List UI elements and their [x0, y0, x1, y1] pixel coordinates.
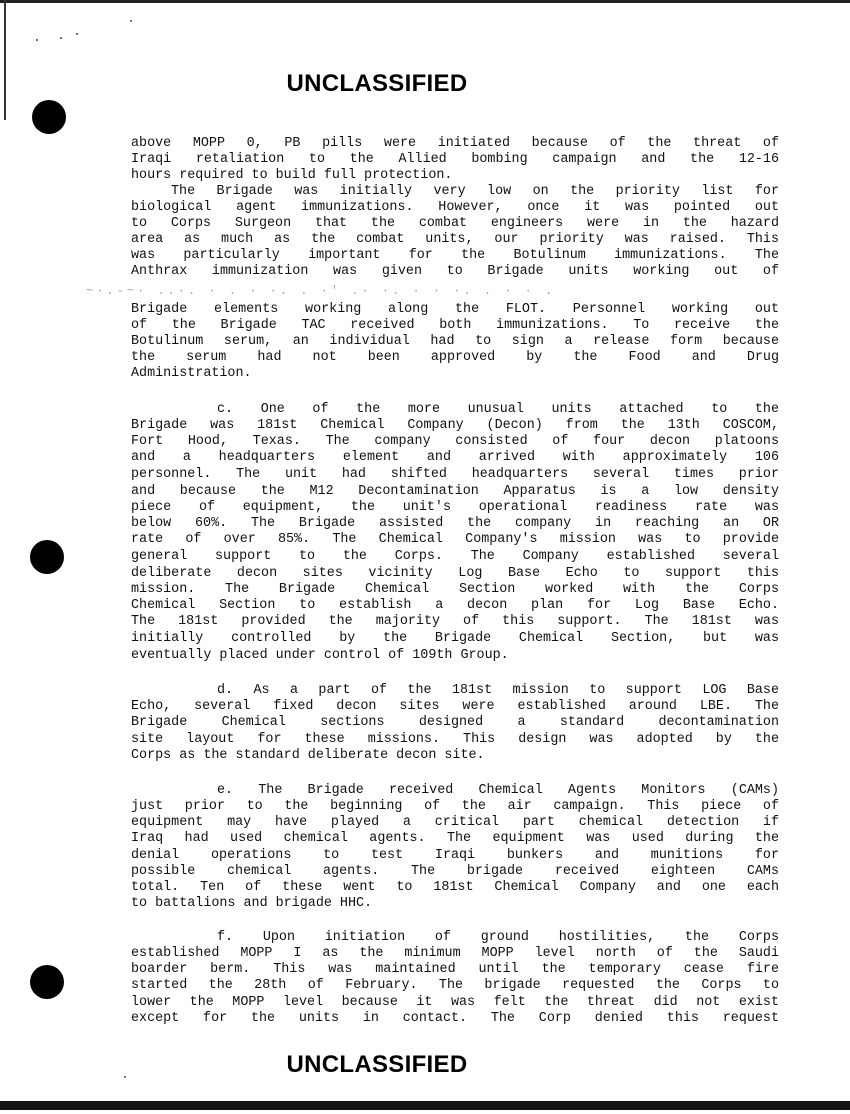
- scan-edge-bottom: [0, 1101, 850, 1110]
- text-line: Corps as the standard deliberate decon site.: [131, 748, 485, 763]
- text-line: d. As a part of the 181st mission to support LOG Base: [217, 683, 779, 698]
- scan-speck: [60, 37, 62, 39]
- text-line: hours required to build full protection.: [131, 168, 453, 183]
- scan-speck: [130, 20, 132, 22]
- text-line: eventually placed under control of 109th Group.: [131, 648, 509, 663]
- text-line: site layout for these missions. This design was adopted by the: [131, 732, 779, 747]
- text-line: of the Brigade TAC received both immunizations. To receive the: [131, 318, 779, 333]
- scan-edge-left: [4, 0, 6, 120]
- text-line: Brigade Chemical sections designed a standard decontamination: [131, 715, 779, 730]
- header-classification-marking: UNCLASSIFIED: [286, 70, 468, 97]
- text-line: was particularly important for the Botulinum immunizations. The: [131, 248, 779, 263]
- scan-speck: [76, 33, 78, 35]
- text-line: piece of equipment, the unit's operational readiness rate was: [131, 500, 779, 515]
- text-line: Administration.: [131, 366, 252, 381]
- text-line: Echo, several fixed decon sites were established around LBE. The: [131, 699, 779, 714]
- text-line: Brigade elements working along the FLOT. Personnel working out: [131, 302, 779, 317]
- text-line: Iraqi retaliation to the Allied bombing campaign and the 12-16: [131, 152, 779, 167]
- punch-hole-bottom: [30, 965, 64, 999]
- text-line: and a headquarters element and arrived with approximately 106: [131, 450, 779, 465]
- text-line: area as much as the combat units, our priority was raised. This: [131, 232, 779, 247]
- text-line: started the 28th of February. The brigade requested the Corps to: [131, 978, 779, 993]
- text-line: Chemical Section to establish a decon plan for Log Base Echo.: [131, 598, 779, 613]
- text-line: equipment may have played a critical part chemical detection if: [131, 815, 779, 830]
- text-line: except for the units in contact. The Corp denied this request: [131, 1011, 779, 1026]
- text-line: Fort Hood, Texas. The company consisted of four decon platoons: [131, 434, 779, 449]
- text-line: personnel. The unit had shifted headquarters several times prior: [131, 467, 779, 482]
- text-line: Iraq had used chemical agents. The equipment was used during the: [131, 831, 779, 846]
- text-line: boarder berm. This was maintained until the temporary cease fire: [131, 962, 779, 977]
- text-line: to battalions and brigade HHC.: [131, 896, 373, 911]
- text-line: biological agent immunizations. However, once it was pointed out: [131, 200, 779, 215]
- text-line: deliberate decon sites vicinity Log Base Echo to support this: [131, 566, 779, 581]
- text-line: rate of over 85%. The Chemical Company's mission was to provide: [131, 532, 779, 547]
- text-line: possible chemical agents. The brigade received eighteen CAMs: [131, 864, 779, 879]
- text-line: initially controlled by the Brigade Chemical Section, but was: [131, 631, 779, 646]
- footer-classification-marking: UNCLASSIFIED: [286, 1051, 468, 1078]
- text-line: the serum had not been approved by the Food and Drug: [131, 350, 779, 365]
- text-line: e. The Brigade received Chemical Agents Monitors (CAMs): [217, 783, 779, 798]
- text-line: c. One of the more unusual units attached to the: [217, 402, 779, 417]
- text-line: mission. The Brigade Chemical Section worked with the Corps: [131, 582, 779, 597]
- text-line: below 60%. The Brigade assisted the company in reaching an OR: [131, 516, 779, 531]
- punch-hole-top: [32, 100, 66, 134]
- text-line: total. Ten of these went to 181st Chemical Company and one each: [131, 880, 779, 895]
- text-line: Anthrax immunization was given to Brigade units working out of: [131, 264, 779, 279]
- scan-speck: [36, 39, 38, 41]
- text-line: denial operations to test Iraqi bunkers and munitions for: [131, 848, 779, 863]
- text-line: established MOPP I as the minimum MOPP level north of the Saudi: [131, 946, 779, 961]
- text-line: general support to the Corps. The Company established several: [131, 549, 779, 564]
- text-line: and because the M12 Decontamination Apparatus is a low density: [131, 484, 779, 499]
- text-line: Brigade was 181st Chemical Company (Decon) from the 13th COSCOM,: [131, 418, 779, 433]
- text-line: The 181st provided the majority of this support. The 181st was: [131, 614, 779, 629]
- text-line: to Corps Surgeon that the combat engineers were in the hazard: [131, 216, 779, 231]
- illegible-scan-line: ~·.-~· ..·. · . · ·. . ·' .· ·. · · ·. . · · .: [86, 284, 556, 298]
- scan-edge-top: [0, 0, 850, 3]
- text-line: f. Upon initiation of ground hostilities, the Corps: [217, 930, 779, 945]
- text-line: Botulinum serum, an individual had to sign a release form because: [131, 334, 779, 349]
- text-line: just prior to the beginning of the air campaign. This piece of: [131, 799, 779, 814]
- text-line: The Brigade was initially very low on the priority list for: [171, 184, 779, 199]
- punch-hole-middle: [30, 540, 64, 574]
- text-line: lower the MOPP level because it was felt the threat did not exist: [131, 995, 779, 1010]
- text-line: above MOPP 0, PB pills were initiated because of the threat of: [131, 136, 779, 151]
